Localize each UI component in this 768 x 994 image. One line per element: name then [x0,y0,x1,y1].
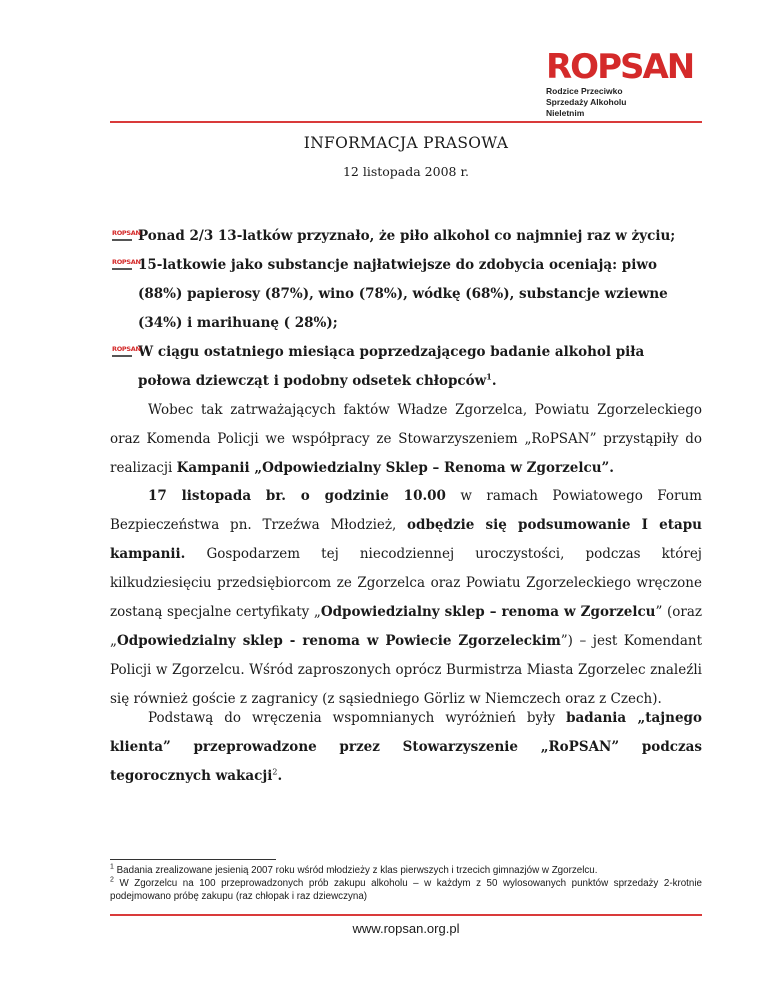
key-findings-list [112,222,682,396]
list-item [112,222,682,251]
paragraph-end: . [277,768,283,784]
certificate-name-1: Odpowiedzialny sklep – renoma w Zgorzelcu [320,604,656,620]
footnote-ref-2: 2 [272,767,278,777]
bullet-text: 15-latkowie jako substancje najłatwiejsze do zdobycia oceniają: piwo (88%) papierosy (87%), wino (78%), wódkę (68%), substancje wziewne (34%) i marihuanę ( 28%); [138,257,668,331]
ropsan-logo [546,47,694,119]
paragraph-event [110,482,702,714]
footnote-number: 2 [110,876,114,884]
logo-tagline-1: Rodzice Przeciwko [546,86,623,96]
footnotes [110,864,702,903]
paragraph-text: ” (oraz „ [110,604,703,649]
ropsan-bullet-icon: ROPSAN [112,346,132,358]
footnote-text: W Zgorzelcu na 100 przeprowadzonych prób zakupu alkoholu – w każdym z 50 wylosowanych punktów sprzedaży 2-krotnie podejmowano próbę zakupu (raz chłopak i raz dziewczyna) [110,878,702,902]
footnote-2 [110,877,702,903]
logo-tagline-2: Sprzedaży Alkoholu Nieletnim [546,97,627,118]
footnote-1 [110,864,702,877]
paragraph-intro [110,396,702,483]
ropsan-bullet-icon: ROPSAN [112,230,132,242]
event-date: 17 listopada br. o godzinie 10.00 [148,488,446,504]
certificate-name-2: Odpowiedzialny sklep - renoma w Powiecie Zgorzeleckim [117,633,561,649]
document-title: INFORMACJA PRASOWA [303,134,509,152]
paragraph-text: Gospodarzem tej niecodziennej uroczystości, podczas której kilkudziesięciu przedsiębiorcom ze Zgorzelca oraz Powiatu Zgorzeleckiego wręczone zostaną specjalne certyfikaty „ [110,546,702,620]
bullet-end: . [491,373,497,389]
logo-word: ROPSAN [546,47,694,87]
campaign-name: Kampanii „Odpowiedzialny Sklep – Renoma w Zgorzelcu”. [176,460,614,476]
footnote-number: 1 [110,863,114,871]
event-summary: odbędzie się podsumowanie I etapu kampanii. [110,517,702,562]
footnote-text: Badania zrealizowane jesienią 2007 roku wśród młodzieży z klas pierwszych i trzecich gimnazjów w Zgorzelcu. [116,865,598,876]
list-item [112,251,682,338]
list-item [112,338,682,396]
header-divider [110,121,702,123]
paragraph-text: Wobec tak zatrważających faktów Władze Zgorzelca, Powiatu Zgorzeleckiego oraz Komenda Policji we współpracy ze Stowarzyszeniem „RoPSAN” przystąpiły do realizacji [110,402,702,476]
paragraph-text: Podstawą do wręczenia wspomnianych wyróżnień były [148,710,567,726]
bullet-text: Ponad 2/3 13-latków przyznało, że piło alkohol co najmniej raz w życiu; [138,228,676,244]
mystery-shopper-study: badania „tajnego klienta” przeprowadzone przez Stowarzyszenie „RoPSAN” podczas tegorocznych wakacji [110,710,702,784]
footnote-separator [110,859,276,860]
paragraph-text: w ramach Powiatowego Forum Bezpieczeństwa pn. Trzeźwa Młodzież, [110,488,702,533]
footer-divider [110,914,702,916]
footer-url: www.ropsan.org.pl [352,921,460,936]
footnote-ref-1: 1 [486,371,492,382]
paragraph-research [110,704,702,791]
ropsan-bullet-icon: ROPSAN [112,259,132,271]
document-date: 12 listopada 2008 r. [342,164,470,179]
bullet-text: W ciągu ostatniego miesiąca poprzedzającego badanie alkohol piła połowa dziewcząt i podobny odsetek chłopców [138,344,645,389]
paragraph-text: ”) – jest Komendant Policji w Zgorzelcu. Wśród zaproszonych oprócz Burmistrza Miasta Zgorzelec znaleźli się również goście z zagranicy (z sąsiedniego Görliz w Niemczech oraz z Czech). [110,633,702,707]
